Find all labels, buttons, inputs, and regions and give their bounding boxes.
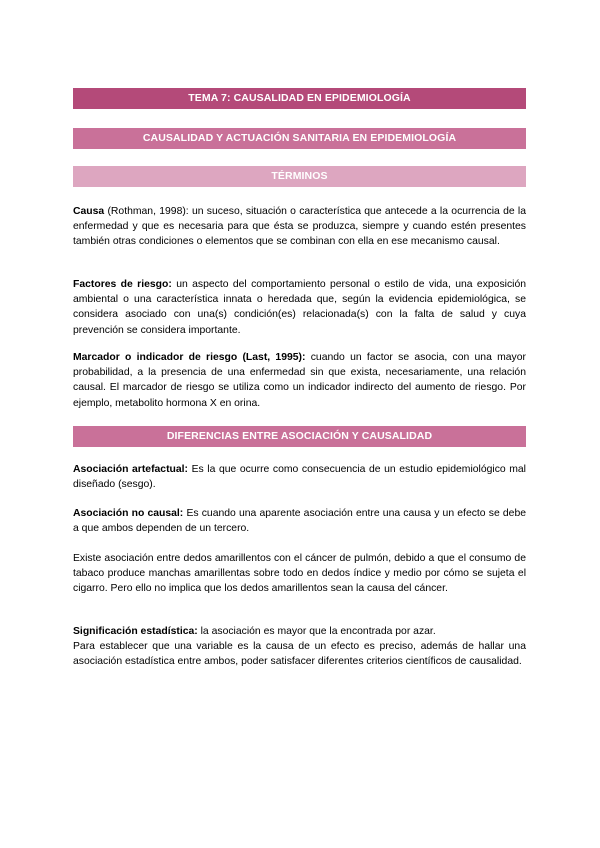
definition-asociacion-no-causal: Es cuando una aparente asociación entre una causa y un efecto se debe a que ambos dependen de un tercero.	[73, 508, 527, 535]
paragraph-causa	[73, 204, 526, 250]
term-causa: Causa	[73, 206, 105, 217]
definition-causa: (Rothman, 1998): un suceso, situación o característica que antecede a la ocurrencia de la enfermedad y que es necesaria para que ésta se produzca, siempre y cuando estén presentes también otras condiciones o elementos que se combinan con ella en ese mecanismo causal.	[73, 206, 526, 248]
definition-asociacion-artefactual: Es la que ocurre como consecuencia de un estudio epidemiológico mal diseñado (sesgo).	[73, 464, 526, 491]
section-bar-causalidad: CAUSALIDAD Y ACTUACIÓN SANITARIA EN EPIDEMIOLOGÍA	[73, 128, 526, 149]
title-bar-tema: TEMA 7: CAUSALIDAD EN EPIDEMIOLOGÍA	[73, 88, 526, 109]
paragraph-criterios-causalidad: Para establecer que una variable es la causa de un efecto es preciso, además de hallar una asociación estadística entre ambos, poder satisfacer diferentes criterios científicos de causalidad.	[73, 641, 526, 668]
definition-marcador-riesgo: cuando un factor se asocia, con una mayor probabilidad, a la presencia de una enfermedad sin que exista, necesariamente, una relación causal. El marcador de riesgo se utiliza como un indicador indirecto del aumento de riesgo. Por ejemplo, metabolito hormona X en orina.	[73, 352, 526, 409]
paragraph-marcador-riesgo	[73, 350, 526, 411]
paragraph-significacion-estadistica	[73, 624, 526, 670]
paragraph-asociacion-no-causal	[73, 506, 526, 536]
term-asociacion-no-causal: Asociación no causal:	[73, 508, 184, 519]
definition-factores-riesgo: un aspecto del comportamiento personal o estilo de vida, una exposición ambiental o una característica innata o heredada que, según la evidencia epidemiológica, se considera asociado con una(s) condición(es) relacionada(s) con la falta de salud y cuya prevención se considera importante.	[73, 279, 527, 336]
term-marcador-riesgo: Marcador o indicador de riesgo (Last, 1995):	[73, 352, 306, 363]
term-significacion-estadistica: Significación estadística:	[73, 626, 198, 637]
section-bar-terminos: TÉRMINOS	[73, 166, 526, 187]
paragraph-ejemplo-dedos: Existe asociación entre dedos amarillentos con el cáncer de pulmón, debido a que el consumo de tabaco produce manchas amarillentas sobre todo en dedos índice y medio por cómo se sujeta el cigarro. Pero ello no implica que los dedos amarillentos sean la causa del cáncer.	[73, 553, 526, 595]
term-factores-riesgo: Factores de riesgo:	[73, 279, 172, 290]
paragraph-asociacion-artefactual	[73, 462, 526, 492]
section-bar-diferencias: DIFERENCIAS ENTRE ASOCIACIÓN Y CAUSALIDAD	[73, 426, 526, 447]
term-asociacion-artefactual: Asociación artefactual:	[73, 464, 189, 475]
definition-significacion-estadistica: la asociación es mayor que la encontrada por azar.	[197, 626, 436, 637]
paragraph-factores-riesgo	[73, 277, 526, 338]
